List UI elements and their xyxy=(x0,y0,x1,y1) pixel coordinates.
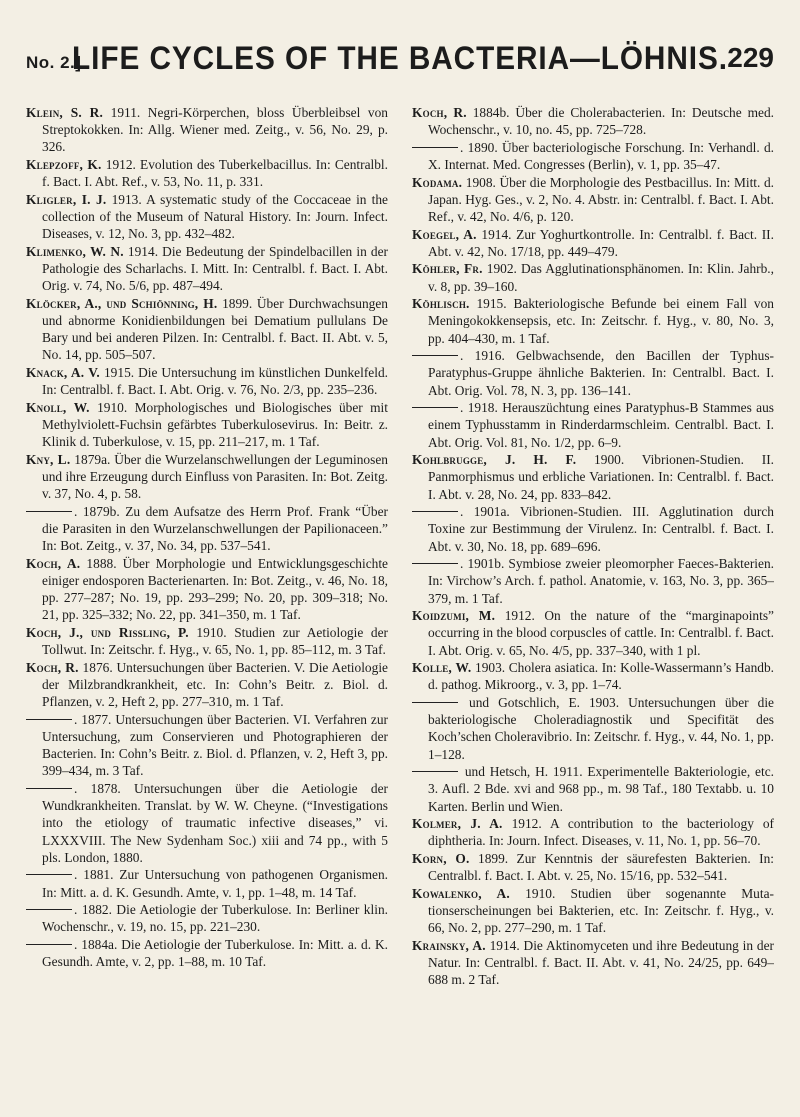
issue-number: No. 2.] xyxy=(26,53,82,72)
entry-text: 1914. Die Bedeutung der Spindelbacillen in der Pathologie des Scharlachs. I. Mitt. In: Centralbl. f. Bact. I. Abt. Orig. v. 74, No. 5/6, pp. 487–494. xyxy=(42,243,388,294)
entry-text: und Gotschlich, E. 1903. Untersuchungen über die bakteriologische Choleradiagnostik und Specifität des Koch’schen Choleravibrio. In: Zeitschr. f. Hyg., v. 44, No. 1, pp. 1–128. xyxy=(428,694,774,762)
bibliography-entry xyxy=(412,295,774,347)
entry-text: . 1884a. Die Aetiologie der Tuberkulose. In: Mitt. a. d. K. Gesundh. Amte, v. 2, pp. 1–88, m. 10 Taf. xyxy=(42,937,388,970)
entry-text: 1888. Über Morphologie und Entwicklungsgeschichte einiger endosporen Bacterienarten. In: Bot. Zeitg., v. 46, No. 18, pp. 277–287; No. 19, pp. 293–299; No. 20, pp. 309–318; No. 21, pp. 325–332; No. 22, pp. 341–350, m. 1 Taf. xyxy=(42,555,388,623)
entry-text: 1912. On the nature of the “marginapoints” occurring in the blood corpuscles of cattle. In: Centralbl. f. Bact. I. Abt. Orig. v. 65, No. 4/5, pp. 337–340, with 1 pl. xyxy=(428,608,774,658)
entry-author: Kohlbrugge, J. H. F. xyxy=(412,452,577,468)
entry-author: Klepzoff, K. xyxy=(26,157,102,172)
entry-author: Koch, A. xyxy=(26,555,81,571)
entry-author: Kligler, I. J. xyxy=(26,191,107,207)
bibliography-entry xyxy=(412,694,774,763)
entry-text: 1899. Über Durchwachsungen und abnorme Konidienbildungen bei Dematium pullulans De Bary und bei anderen Pilzen. In: Centralbl. f. Bact. II. Abt. v. 5, No. 14, pp. 505–507. xyxy=(42,295,388,363)
bibliography-entry xyxy=(412,885,774,937)
entry-text: 1914. Zur Yoghurtkontrolle. In: Centralbl. f. Bact. II. Abt. v. 42, No. 17/18, pp. 449–479. xyxy=(428,226,774,259)
ditto-dash xyxy=(412,407,458,408)
bibliography-entry xyxy=(26,555,388,624)
page-header xyxy=(26,40,774,80)
bibliography-entry xyxy=(26,711,388,780)
entry-text: 1915. Die Untersuchung im künstlichen Dunkelfeld. In: Centralbl. f. Bact. I. Abt. Orig. v. 76, No. 2/3, pp. 235–236. xyxy=(42,365,388,398)
entry-author: Kodama. xyxy=(412,174,463,190)
bibliography-entry xyxy=(26,901,388,935)
entry-text: 1908. Über die Morphologie des Pestbacillus. In: Mitt. d. Japan. Hyg. Ges., v. 2, No. 4. Abstr. in: Centralbl. f. Bact. I. Abt. Ref., v. 42, No. 4/6, p. 120. xyxy=(428,174,774,224)
bibliography-entry xyxy=(26,936,388,970)
bibliography-entry xyxy=(412,503,774,555)
entry-author: Kolle, W. xyxy=(412,660,472,676)
bibliography-entry xyxy=(412,174,774,226)
entry-author: Koch, R. xyxy=(26,659,79,675)
entry-author: Knack, A. V. xyxy=(26,365,100,380)
entry-author: Koch, R. xyxy=(412,105,467,120)
entry-text: 1914. Die Aktinomyceten und ihre Bedeutung in der Natur. In: Centralbl. f. Bact. II. Abt. v. 41, No. 24/25, pp. 649–688 m. 2 Taf. xyxy=(428,937,774,988)
entry-text: 1902. Das Agglutinationsphänomen. In: Klin. Jahrb., v. 8, pp. 39–160. xyxy=(428,261,774,294)
entry-text: . 1916. Gelbwachsende, den Bacillen der Typhus-Paratyphus-Gruppe ähnliche Bakterien. In: Centralbl. Bact. I. Abt. Orig. Vol. 78, N. 3, pp. 136–141. xyxy=(428,348,774,398)
entry-author: Kolmer, J. A. xyxy=(412,816,503,832)
ditto-dash xyxy=(412,355,458,356)
bibliography-entry xyxy=(26,191,388,243)
ditto-dash xyxy=(26,719,72,720)
entry-author: Köhlisch. xyxy=(412,296,470,312)
bibliography-entry xyxy=(26,624,388,658)
entry-author: Korn, O. xyxy=(412,850,470,866)
entry-text: 1899. Zur Kenntnis der säurefesten Bakterien. In: Centralbl. f. Bact. I. Abt. v. 25, No. 15/16, pp. 532–541. xyxy=(428,850,774,884)
entry-text: 1915. Bakteriologische Befunde bei einem Fall von Meningokokkensepsis, etc. In: Zeitschr. f. Hyg., v. 80, No. 3, pp. 404–430, m. 1 Taf. xyxy=(428,296,774,346)
bibliography-entry xyxy=(412,399,774,451)
entry-author: Klimenko, W. N. xyxy=(26,243,124,259)
bibliography-entry xyxy=(26,659,388,711)
bibliography-column-right xyxy=(412,104,774,1094)
entry-text: 1910. Morphologisches und Biologisches über mit Methylviolett-Fuchsin gefärbtes Tuberkulosevirus. In: Beitr. z. Klinik d. Tuberkulose, v. 15, pp. 211–217, m. 1 Taf. xyxy=(42,399,388,450)
bibliography-entry xyxy=(26,156,388,190)
entry-text: . 1901b. Symbiose zweier pleomorpher Faeces-Bakterien. In: Virchow’s Arch. f. pathol. Anatomie, v. 163, No. 3, pp. 365–379, m. 1 Taf. xyxy=(428,556,774,606)
entry-text: . 1877. Untersuchungen über Bacterien. VI. Verfahren zur Untersuchung, zum Conservieren und Photographieren der Bacterien. In: Cohn’s Beitr. z. Biol. d. Pflanzen, v. 2, Heft 3, pp. 399–434, m. 3 Taf. xyxy=(42,711,388,779)
entry-text: 1884b. Über die Cholerabacterien. In: Deutsche med. Wochenschr., v. 10, no. 45, pp. 725–728. xyxy=(428,105,774,138)
ditto-dash xyxy=(26,944,72,945)
ditto-dash xyxy=(412,147,458,148)
entry-text: und Hetsch, H. 1911. Experimentelle Bakteriologie, etc. 3. Aufl. 2 Bde. xvi and 968 pp., m. 98 Taf., 180 Textabb. u. 10 Karten. Berlin und Wien. xyxy=(428,764,774,814)
entry-author: Koegel, A. xyxy=(412,226,477,242)
bibliography-entry xyxy=(412,139,774,173)
ditto-dash xyxy=(412,511,458,512)
bibliography-entry xyxy=(412,850,774,884)
entry-author: Kowalenko, A. xyxy=(412,885,510,901)
entry-text: . 1890. Über bacteriologische Forschung. In: Verhandl. d. X. Internat. Med. Congresses (Berlin), v. 1, pp. 35–47. xyxy=(428,139,774,172)
bibliography-entry xyxy=(412,451,774,503)
entry-text: . 1901a. Vibrionen-Studien. III. Agglutination durch Toxine zur Bestimmung der Virulenz. In: Centralbl. f. Bact. I. Abt. v. 30, No. 18, pp. 689–696. xyxy=(428,504,774,554)
ditto-dash xyxy=(26,874,72,875)
bibliography-entry xyxy=(26,780,388,866)
ditto-dash xyxy=(26,511,72,512)
entry-author: Knoll, W. xyxy=(26,399,90,415)
ditto-dash xyxy=(26,788,72,789)
bibliography-entry xyxy=(412,555,774,607)
bibliography-entry xyxy=(26,451,388,503)
entry-text: 1912. A contribution to the bacteriology of diphtheria. In: Journ. Infect. Diseases, v. 11, No. 1, pp. 56–70. xyxy=(428,816,774,849)
entry-text: . 1878. Untersuchungen über die Aetiologie der Wundkrankheiten. Translat. by W. W. Cheyne. (“Investigations into the etiology of traumatic infective diseases,” vi. LXXXVIII. The New Sydenham Soc.) xiii and 74 pp., with 5 pls. London, 1880. xyxy=(42,781,388,865)
bibliography-entry xyxy=(26,866,388,900)
bibliography-entry xyxy=(26,295,388,364)
page-number: 229 xyxy=(727,42,774,73)
bibliography-column-left xyxy=(26,104,388,1094)
ditto-dash xyxy=(412,563,458,564)
bibliography-entry xyxy=(412,763,774,815)
bibliography-entry xyxy=(412,260,774,294)
entry-author: Koidzumi, M. xyxy=(412,608,496,624)
entry-text: . 1918. Herauszüchtung eines Paratyphus-B Stammes aus einem Typhusstamm in Rinderdarmschleim. Centralbl. Bact. I. Abt. Orig. Vol. 81, No. 1/2, pp. 6–9. xyxy=(428,400,774,450)
entry-author: Klöcker, A., und Schiönning, H. xyxy=(26,295,218,311)
running-title: LIFE CYCLES OF THE BACTERIA—LÖHNIS. xyxy=(72,40,728,76)
entry-author: Krainsky, A. xyxy=(412,937,486,953)
bibliography-entry xyxy=(26,243,388,295)
entry-text: 1876. Untersuchungen über Bacterien. V. Die Aetiologie der Milzbrandkrankheit, etc. In: Cohn’s Beitr. z. Biol. d. Pflanzen, v. 2, Heft 2, pp. 277–310, m. 1 Taf. xyxy=(42,659,388,710)
entry-text: 1903. Cholera asiatica. In: Kolle-Wassermann’s Handb. d. pathog. Mikroorg., v. 3, pp. 1–74. xyxy=(428,660,774,693)
bibliography-entry xyxy=(412,347,774,399)
bibliography-entry xyxy=(412,659,774,693)
entry-text: 1913. A systematic study of the Coccaceae in the collection of the Museum of Natural History. In: Journ. Infect. Diseases, v. 12, No. 3, pp. 432–482. xyxy=(42,191,388,242)
bibliography-entry xyxy=(412,815,774,849)
entry-text: 1900. Vibrionen-Studien. II. Panmorphismus und erbliche Variationen. In: Centralbl. f. Bact. I. Abt. v. 28, No. 24, pp. 833–842. xyxy=(428,452,774,502)
ditto-dash xyxy=(412,771,458,772)
entry-text: 1911. Negri-Körperchen, bloss Überbleibsel von Streptokokken. In: Allg. Wiener med. Zeitg., v. 56, No. 29, p. 326. xyxy=(42,105,388,155)
entry-text: 1879a. Über die Wurzelanschwellungen der Leguminosen und ihre Erzeugung durch Einfluss von Parasiten. In: Bot. Zeitg. v. 37, No. 4, p. 58. xyxy=(42,451,388,502)
entry-text: 1910. Studien zur Aetiologie der Tollwut. In: Zeitschr. f. Hyg., v. 65, No. 1, pp. 85–112, m. 3 Taf. xyxy=(42,625,388,658)
bibliography-entry xyxy=(26,364,388,398)
entry-text: 1910. Studien über sogenannte Mutationserscheinungen bei Bakterien, etc. In: Zeitschr. f. Hyg., v. 66, No. 2, pp. 277–290, m. 1 Taf. xyxy=(428,885,774,936)
ditto-dash xyxy=(26,909,72,910)
entry-text: . 1881. Zur Untersuchung von pathogenen Organismen. In: Mitt. a. d. K. Gesundh. Amte, v. 1, pp. 1–48, m. 14 Taf. xyxy=(42,867,388,900)
ditto-dash xyxy=(412,702,458,703)
entry-author: Koch, J., und Rissling, P. xyxy=(26,625,189,640)
bibliography-entry xyxy=(26,399,388,451)
entry-author: Kny, L. xyxy=(26,451,71,467)
entry-text: 1912. Evolution des Tuberkelbacillus. In: Centralbl. f. Bact. I. Abt. Ref., v. 53, No. 11, p. 331. xyxy=(42,157,388,190)
bibliography-entry xyxy=(412,937,774,989)
bibliography-entry xyxy=(412,607,774,659)
bibliography-entry xyxy=(412,226,774,260)
bibliography-entry xyxy=(26,104,388,156)
bibliography-entry xyxy=(412,104,774,138)
bibliography-entry xyxy=(26,503,388,555)
entry-author: Klein, S. R. xyxy=(26,105,104,120)
entry-text: . 1882. Die Aetiologie der Tuberkulose. In: Berliner klin. Wochenschr., v. 19, no. 15, pp. 221–230. xyxy=(42,902,388,935)
entry-author: Köhler, Fr. xyxy=(412,261,483,277)
entry-text: . 1879b. Zu dem Aufsatze des Herrn Prof. Frank “Über die Parasiten in den Wurzelanschwellungen der Papilionaceen.” In: Bot. Zeitg., v. 37, No. 34, pp. 537–541. xyxy=(42,503,388,554)
